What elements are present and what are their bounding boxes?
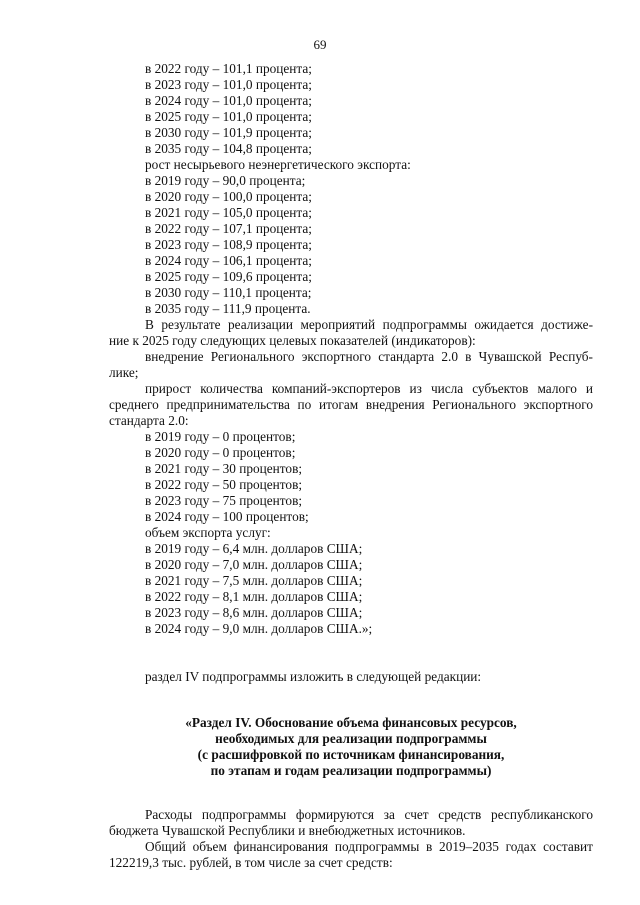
spacer <box>109 637 593 669</box>
paragraph-line: прирост количества компаний-экспортеров из числа субъектов малого и <box>145 381 593 396</box>
paragraph-line: Общий объем финансирования подпрограммы в 2019–2035 годах составит <box>145 839 593 854</box>
list-item: в 2035 году – 104,8 процента; <box>145 141 312 156</box>
list-item: в 2025 году – 101,0 процента; <box>145 109 312 124</box>
paragraph-line: В результате реализации мероприятий подпрограммы ожидается достиже- <box>145 317 593 332</box>
list-heading: рост несырьевого неэнергетического экспорта: <box>145 157 411 172</box>
paragraph-line: внедрение Регионального экспортного стандарта 2.0 в Чувашской Респуб- <box>145 349 593 364</box>
paragraph-standard <box>109 349 593 381</box>
list-item: в 2024 году – 9,0 млн. долларов США.»; <box>145 621 373 636</box>
list-item: в 2023 году – 75 процентов; <box>145 493 303 508</box>
paragraph-total <box>109 839 593 871</box>
page-number: 69 <box>313 37 327 52</box>
list-item: в 2035 году – 111,9 процента. <box>145 301 311 316</box>
indicator-list-2 <box>109 429 593 637</box>
section-heading-line: «Раздел IV. Обоснование объема финансовых ресурсов, <box>185 715 517 730</box>
paragraph-line: среднего предпринимательства по итогам внедрения Регионального экспортного <box>109 397 593 412</box>
list-item: в 2020 году – 100,0 процента; <box>145 189 312 204</box>
section-intro: раздел IV подпрограммы изложить в следующей редакции: <box>145 669 482 684</box>
list-item: в 2019 году – 6,4 млн. долларов США; <box>145 541 363 556</box>
list-item: в 2020 году – 7,0 млн. долларов США; <box>145 557 363 572</box>
paragraph-line: бюджета Чувашской Республики и внебюджетных источников. <box>109 823 466 838</box>
section-heading-line: по этапам и годам реализации подпрограммы) <box>210 763 492 778</box>
list-item: в 2021 году – 7,5 млн. долларов США; <box>145 573 363 588</box>
paragraph-line: 122219,3 тыс. рублей, в том числе за счет средств: <box>109 855 393 870</box>
list-item: в 2030 году – 101,9 процента; <box>145 125 312 140</box>
list-item: в 2021 году – 30 процентов; <box>145 461 303 476</box>
page-content <box>109 61 593 871</box>
section-heading-line: необходимых для реализации подпрограммы <box>215 731 487 746</box>
list-item: в 2019 году – 0 процентов; <box>145 429 296 444</box>
paragraph-line: Расходы подпрограммы формируются за счет средств республиканского <box>145 807 593 822</box>
list-item: в 2020 году – 0 процентов; <box>145 445 296 460</box>
list-item: в 2024 году – 100 процентов; <box>145 509 309 524</box>
indicator-list-1 <box>109 61 593 317</box>
spacer <box>109 779 593 807</box>
list-item: в 2023 году – 101,0 процента; <box>145 77 312 92</box>
list-item: в 2021 году – 105,0 процента; <box>145 205 312 220</box>
paragraph-line: стандарта 2.0: <box>109 413 189 428</box>
list-item: в 2022 году – 8,1 млн. долларов США; <box>145 589 363 604</box>
section-heading <box>109 715 593 779</box>
list-item: в 2023 году – 108,9 процента; <box>145 237 312 252</box>
paragraph-line: ние к 2025 году следующих целевых показателей (индикаторов): <box>109 333 476 348</box>
list-item: в 2024 году – 106,1 процента; <box>145 253 312 268</box>
list-item: в 2022 году – 107,1 процента; <box>145 221 312 236</box>
paragraph-line: лике; <box>109 365 139 380</box>
list-item: в 2030 году – 110,1 процента; <box>145 285 312 300</box>
paragraph-growth <box>109 381 593 429</box>
list-item: в 2025 году – 109,6 процента; <box>145 269 312 284</box>
paragraph-result <box>109 317 593 349</box>
section-heading-line: (с расшифровкой по источникам финансирования, <box>197 747 505 762</box>
list-item: в 2024 году – 101,0 процента; <box>145 93 312 108</box>
paragraph-expenses <box>109 807 593 839</box>
list-item: в 2023 году – 8,6 млн. долларов США; <box>145 605 363 620</box>
list-item: в 2019 году – 90,0 процента; <box>145 173 306 188</box>
list-heading: объем экспорта услуг: <box>145 525 271 540</box>
list-item: в 2022 году – 50 процентов; <box>145 477 303 492</box>
spacer <box>109 685 593 715</box>
list-item: в 2022 году – 101,1 процента; <box>145 61 312 76</box>
